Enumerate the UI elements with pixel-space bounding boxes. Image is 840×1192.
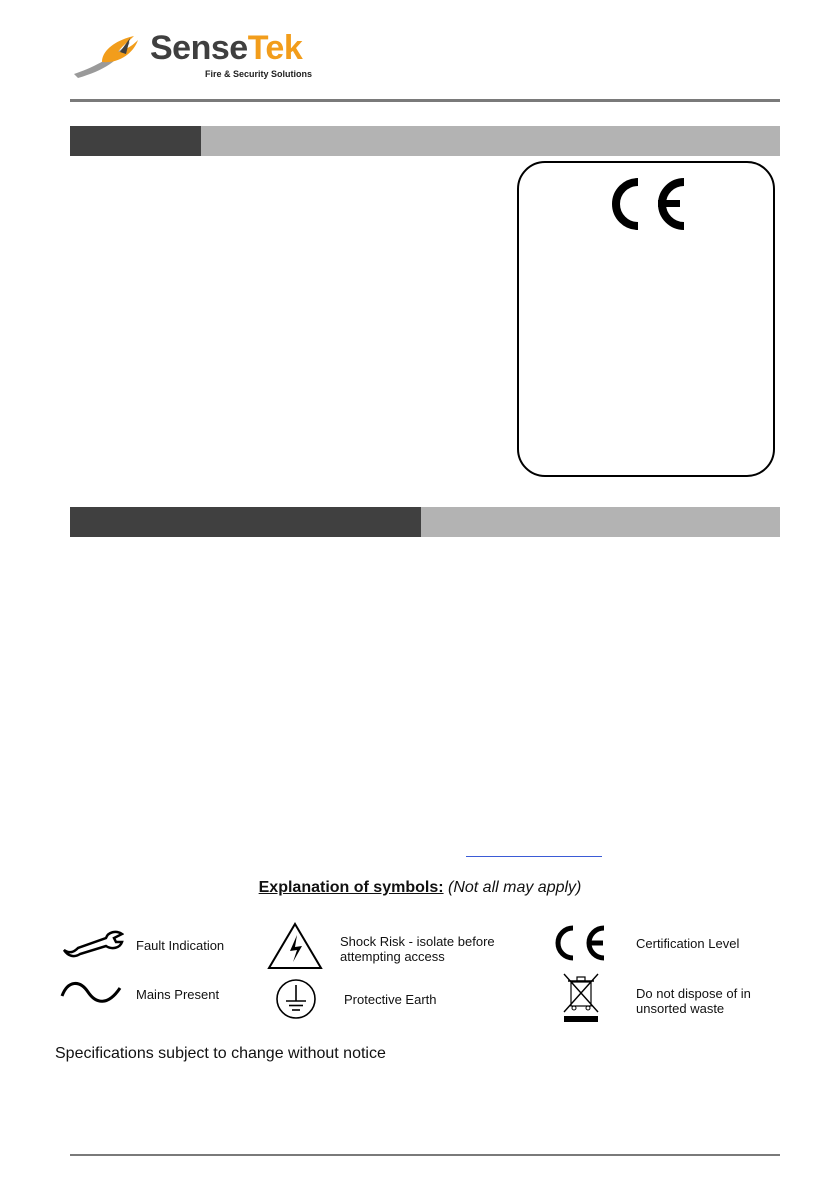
- footer-divider: [70, 1154, 780, 1156]
- brand-name-part2: Tek: [247, 29, 303, 67]
- symbol-label-mains: Mains Present: [136, 987, 220, 1002]
- brand-tagline: Fire & Security Solutions: [205, 69, 313, 79]
- shock-risk-icon: [266, 921, 324, 971]
- crossed-bin-icon: [560, 970, 602, 1024]
- symbols-subtitle: (Not all may apply): [448, 879, 582, 896]
- section-bar-2: [70, 507, 780, 537]
- section-bar-2-heading-block: [70, 507, 421, 537]
- protective-earth-icon: [274, 977, 318, 1021]
- symbol-label-earth: Protective Earth: [344, 992, 437, 1007]
- ce-mark-small-icon: [547, 925, 607, 961]
- hyperlink-underline[interactable]: [466, 856, 602, 857]
- brand-name: [150, 28, 302, 68]
- section-bar-1: [70, 126, 780, 156]
- symbol-label-certification: Certification Level: [636, 936, 740, 951]
- ce-mark-icon: [600, 178, 688, 230]
- symbol-label-fault: Fault Indication: [136, 938, 225, 953]
- symbols-heading: [0, 878, 840, 898]
- sine-wave-icon: [58, 978, 124, 1008]
- brand-name-part1: Sense: [150, 29, 248, 67]
- symbol-label-waste: Do not dispose of in unsorted waste: [636, 986, 751, 1016]
- section-bar-1-heading-block: [70, 126, 201, 156]
- symbols-title: Explanation of symbols:: [258, 879, 444, 896]
- header-divider: [70, 99, 780, 102]
- logo-swoosh-icon: [72, 28, 152, 84]
- symbol-label-shock: Shock Risk - isolate before attempting access: [340, 934, 495, 964]
- specifications-note: Specifications subject to change without notice: [55, 1045, 386, 1062]
- wrench-icon: [60, 928, 124, 958]
